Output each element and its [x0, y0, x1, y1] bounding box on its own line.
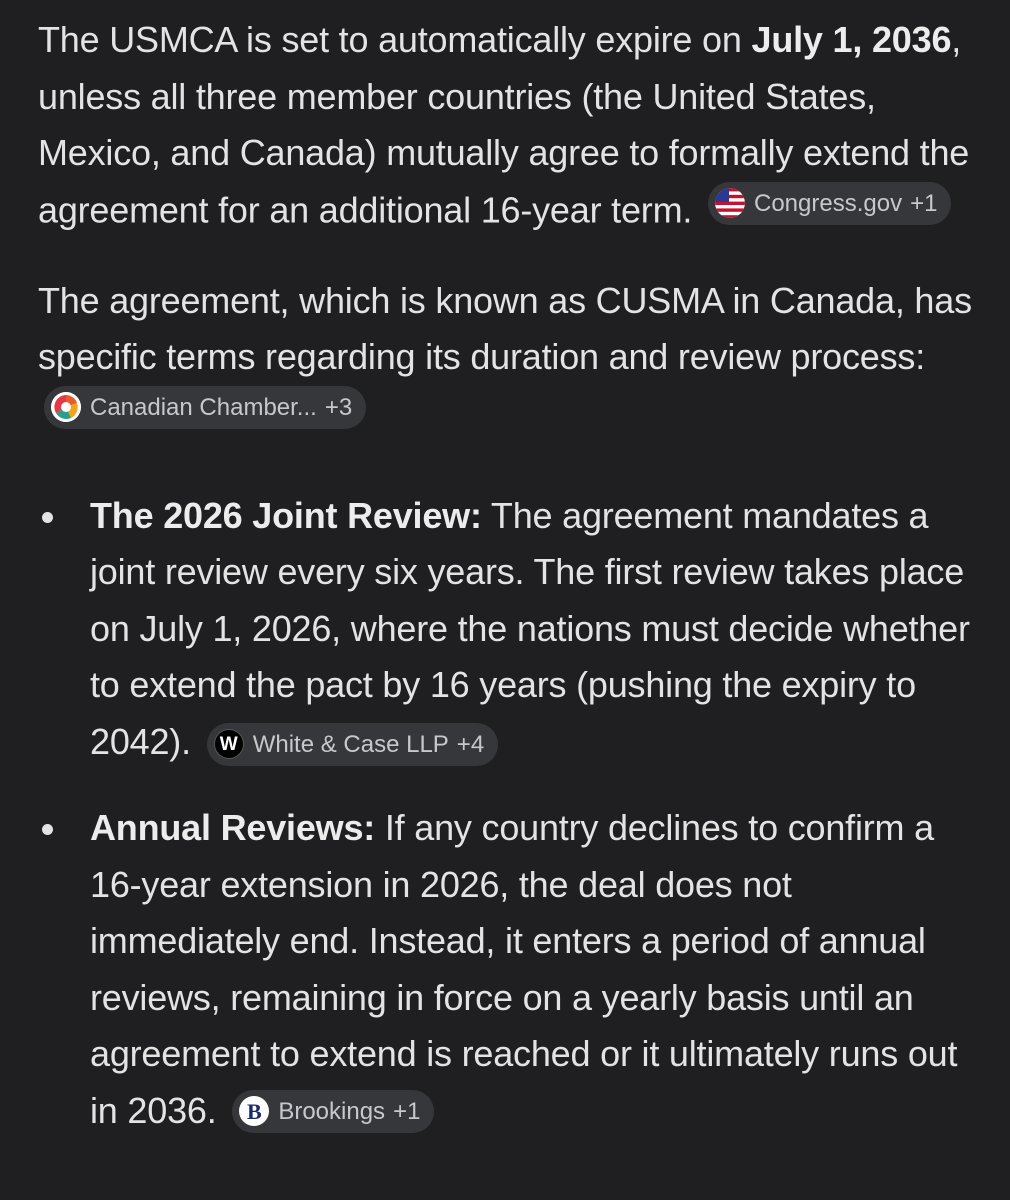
list-item [38, 800, 986, 1139]
bullet-heading: The 2026 Joint Review: [90, 494, 482, 536]
source-chip-brookings[interactable] [232, 1090, 434, 1133]
bullet-dot [42, 824, 53, 835]
source-chip-canadian-chamber[interactable] [44, 386, 366, 429]
chip-label: Brookings [278, 1097, 386, 1125]
source-chip-congress[interactable] [708, 182, 951, 225]
white-case-logo-icon: W [214, 729, 244, 759]
response-content [38, 12, 986, 1139]
chip-label: White & Case LLP [252, 730, 449, 758]
bullet-text: The agreement mandates a joint review every six years. The first review takes place on July 1, 2026, where the nations must decide whether to extend the pact by 16 years (pushing the expiry to 2042). [90, 494, 970, 762]
us-flag-icon [715, 188, 745, 218]
expiry-date-bold: July 1, 2036 [751, 19, 952, 60]
paragraph-text: The USMCA is set to automatically expire on [38, 19, 752, 60]
chip-more-count: +1 [393, 1097, 421, 1125]
chip-more-count: +1 [910, 189, 938, 217]
paragraph-cusma [38, 273, 986, 443]
chip-more-count: +4 [456, 730, 485, 758]
source-chip-white-case[interactable] [207, 723, 498, 766]
list-item [38, 488, 986, 771]
bullet-dot [42, 512, 53, 523]
bullet-text: If any country declines to confirm a 16-year extension in 2026, the deal does not immediately end. Instead, it enters a period of annual reviews, remaining in force on a yearly basis until an agreement to extend is reached or it ultimately runs out in 2036. [90, 807, 958, 1131]
paragraph-expiry [38, 12, 986, 239]
chip-label: Congress.gov [753, 189, 903, 217]
bullet-heading: Annual Reviews: [90, 807, 376, 848]
brookings-logo-icon: B [239, 1096, 269, 1126]
canadian-chamber-logo-icon [51, 392, 81, 422]
review-terms-list [38, 488, 986, 1140]
chip-label: Canadian Chamber... [90, 393, 317, 421]
paragraph-text: , unless all three member countries (the United States, Mexico, and Canada) mutually agree to formally extend the agreement for an additional 16-year term. [38, 19, 970, 230]
paragraph-text: The agreement, which is known as CUSMA in Canada, has specific terms regarding its duration and review process: [38, 279, 972, 377]
chip-more-count: +3 [324, 393, 353, 421]
